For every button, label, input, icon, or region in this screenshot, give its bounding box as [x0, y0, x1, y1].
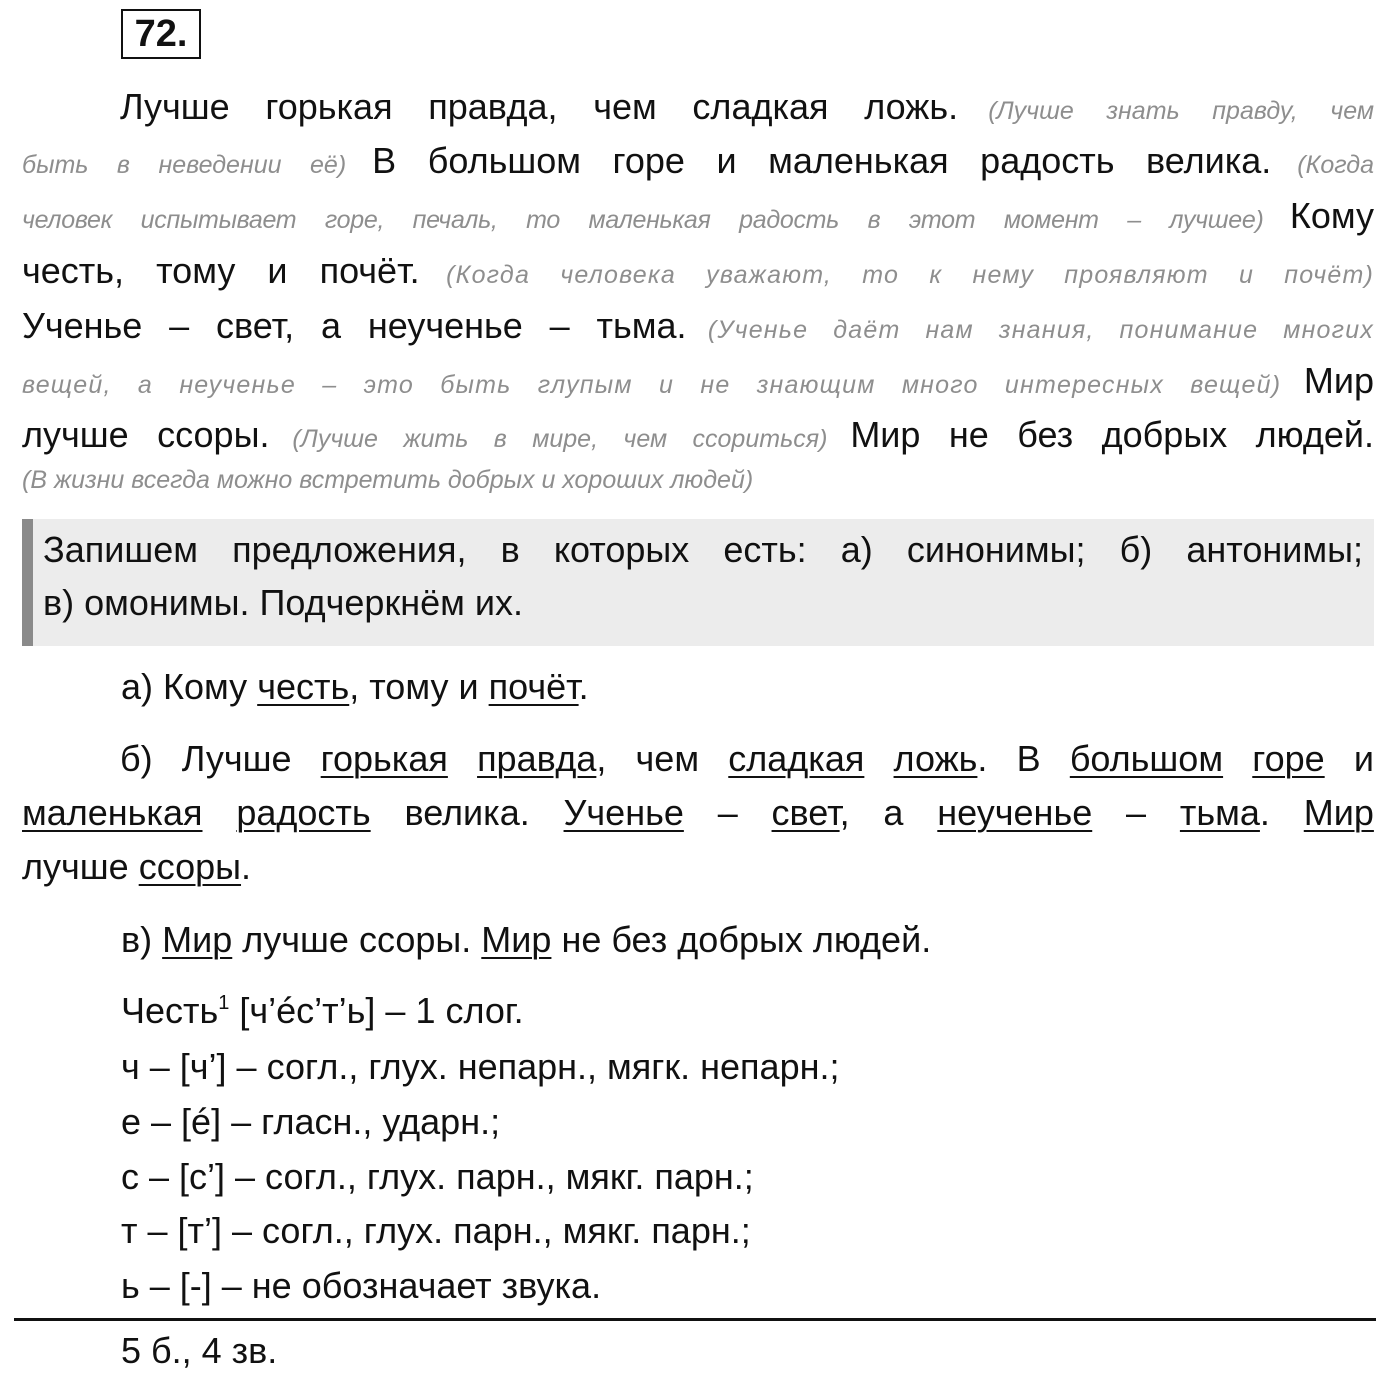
answer-text: в) [121, 919, 153, 960]
answer-a [121, 666, 589, 708]
answer-text: – [717, 792, 738, 833]
phonetic-row: с – [с’] – согл., глух. парн., мякг. парн.; [121, 1156, 754, 1197]
answer-text: не без добрых людей. [561, 919, 932, 960]
underlined-word: горькая [320, 738, 448, 779]
answer-text: . [578, 666, 589, 707]
proverb-comment: вещей, а неученье – это быть глупым и не знающим много интересных вещей) [22, 371, 1282, 399]
answer-text: . [1259, 792, 1270, 833]
underlined-word: Мир [162, 919, 233, 960]
underlined-word: ложь [893, 738, 978, 779]
underlined-word: радость [236, 792, 371, 833]
phonetic-summary: 5 б., 4 зв. [121, 1330, 278, 1371]
underlined-word: честь [257, 666, 350, 707]
underlined-word: Мир [481, 919, 552, 960]
proverb-comment: (Когда человека уважают, то к нему проявляют и почёт) [446, 261, 1375, 289]
proverb-text: Мир не без добрых людей. [850, 414, 1374, 455]
task-text-line-2: в) омонимы. Подчеркнём их. [43, 582, 523, 623]
answer-v [121, 919, 931, 961]
task-text-line-1: Запишем предложения, в которых есть: а) синонимы; б) антонимы; [43, 529, 1363, 570]
proverb-line-3 [22, 195, 1374, 237]
proverb-comment: (В жизни всегда можно встретить добрых и хороших людей) [22, 466, 754, 494]
task-box [22, 519, 1374, 646]
proverb-line-2 [22, 140, 1374, 182]
proverb-line-7 [22, 414, 1374, 456]
underlined-word: ссоры [138, 846, 242, 887]
answer-text: и [1353, 738, 1374, 779]
phonetic-heading [121, 990, 524, 1032]
proverb-line-8 [22, 466, 1374, 495]
answer-text: . В [977, 738, 1041, 779]
phonetic-row: ч – [ч’] – согл., глух. непарн., мягк. непарн.; [121, 1046, 840, 1087]
analyzed-word: Честь [121, 990, 219, 1031]
answer-text: велика. [404, 792, 530, 833]
proverb-comment: быть в неведении её) [22, 151, 347, 179]
underlined-word: неученье [937, 792, 1093, 833]
answer-text: – [1126, 792, 1147, 833]
answer-text: . [241, 846, 252, 887]
underlined-word: сладкая [728, 738, 865, 779]
transcription: [ч’éс’т’ь] – 1 слог. [239, 990, 524, 1031]
proverb-line-1 [22, 86, 1374, 128]
underlined-word: Ученье [563, 792, 684, 833]
proverb-line-4 [22, 250, 1374, 292]
underlined-word: большом [1069, 738, 1224, 779]
proverb-line-5 [22, 305, 1374, 347]
proverb-comment: (Ученье даёт нам знания, понимание многих [707, 316, 1374, 344]
superscript: 1 [218, 992, 230, 1014]
phonetic-row: е – [é] – гласн., ударн.; [121, 1101, 501, 1142]
underlined-word: свет [771, 792, 840, 833]
answer-text: лучше ссоры. [242, 919, 472, 960]
answer-b-line-2 [22, 792, 1374, 834]
underlined-word: Мир [1303, 792, 1374, 833]
divider-line [14, 1318, 1376, 1321]
answer-text: б) Лучше [120, 738, 292, 779]
proverb-text: лучше ссоры. [22, 414, 270, 455]
answer-text: , тому и [349, 666, 479, 707]
underlined-word: правда [477, 738, 597, 779]
underlined-word: тьма [1179, 792, 1260, 833]
answer-text: а) Кому [121, 666, 248, 707]
underlined-word: горе [1252, 738, 1325, 779]
answer-text: , а [839, 792, 904, 833]
proverb-text: В большом горе и маленькая радость велика. [372, 140, 1272, 181]
phonetic-row: ь – [-] – не обозначает звука. [121, 1265, 602, 1306]
proverb-text: Кому [1289, 195, 1375, 236]
proverb-comment: (Лучше жить в мире, чем ссориться) [292, 425, 828, 453]
proverb-text: Ученье – свет, а неученье – тьма. [22, 305, 687, 346]
answer-b-line-1 [22, 738, 1374, 780]
phonetic-row: т – [т’] – согл., глух. парн., мякг. парн.; [121, 1210, 751, 1251]
proverb-comment: (Когда [1297, 151, 1374, 179]
answer-text: лучше [22, 846, 129, 887]
proverb-comment: человек испытывает горе, печаль, то маленькая радость в этот момент – лучшее) [22, 206, 1264, 234]
answer-text: , чем [596, 738, 700, 779]
underlined-word: маленькая [22, 792, 203, 833]
proverb-comment: (Лучше знать правду, чем [988, 97, 1374, 125]
proverb-text: честь, тому и почёт. [22, 250, 420, 291]
answer-b-line-3 [22, 846, 251, 888]
proverb-text: Лучше горькая правда, чем сладкая ложь. [120, 86, 959, 127]
exercise-number: 72. [121, 9, 201, 59]
proverb-text: Мир [1303, 360, 1374, 401]
proverb-line-6 [22, 360, 1374, 402]
underlined-word: почёт [488, 666, 579, 707]
